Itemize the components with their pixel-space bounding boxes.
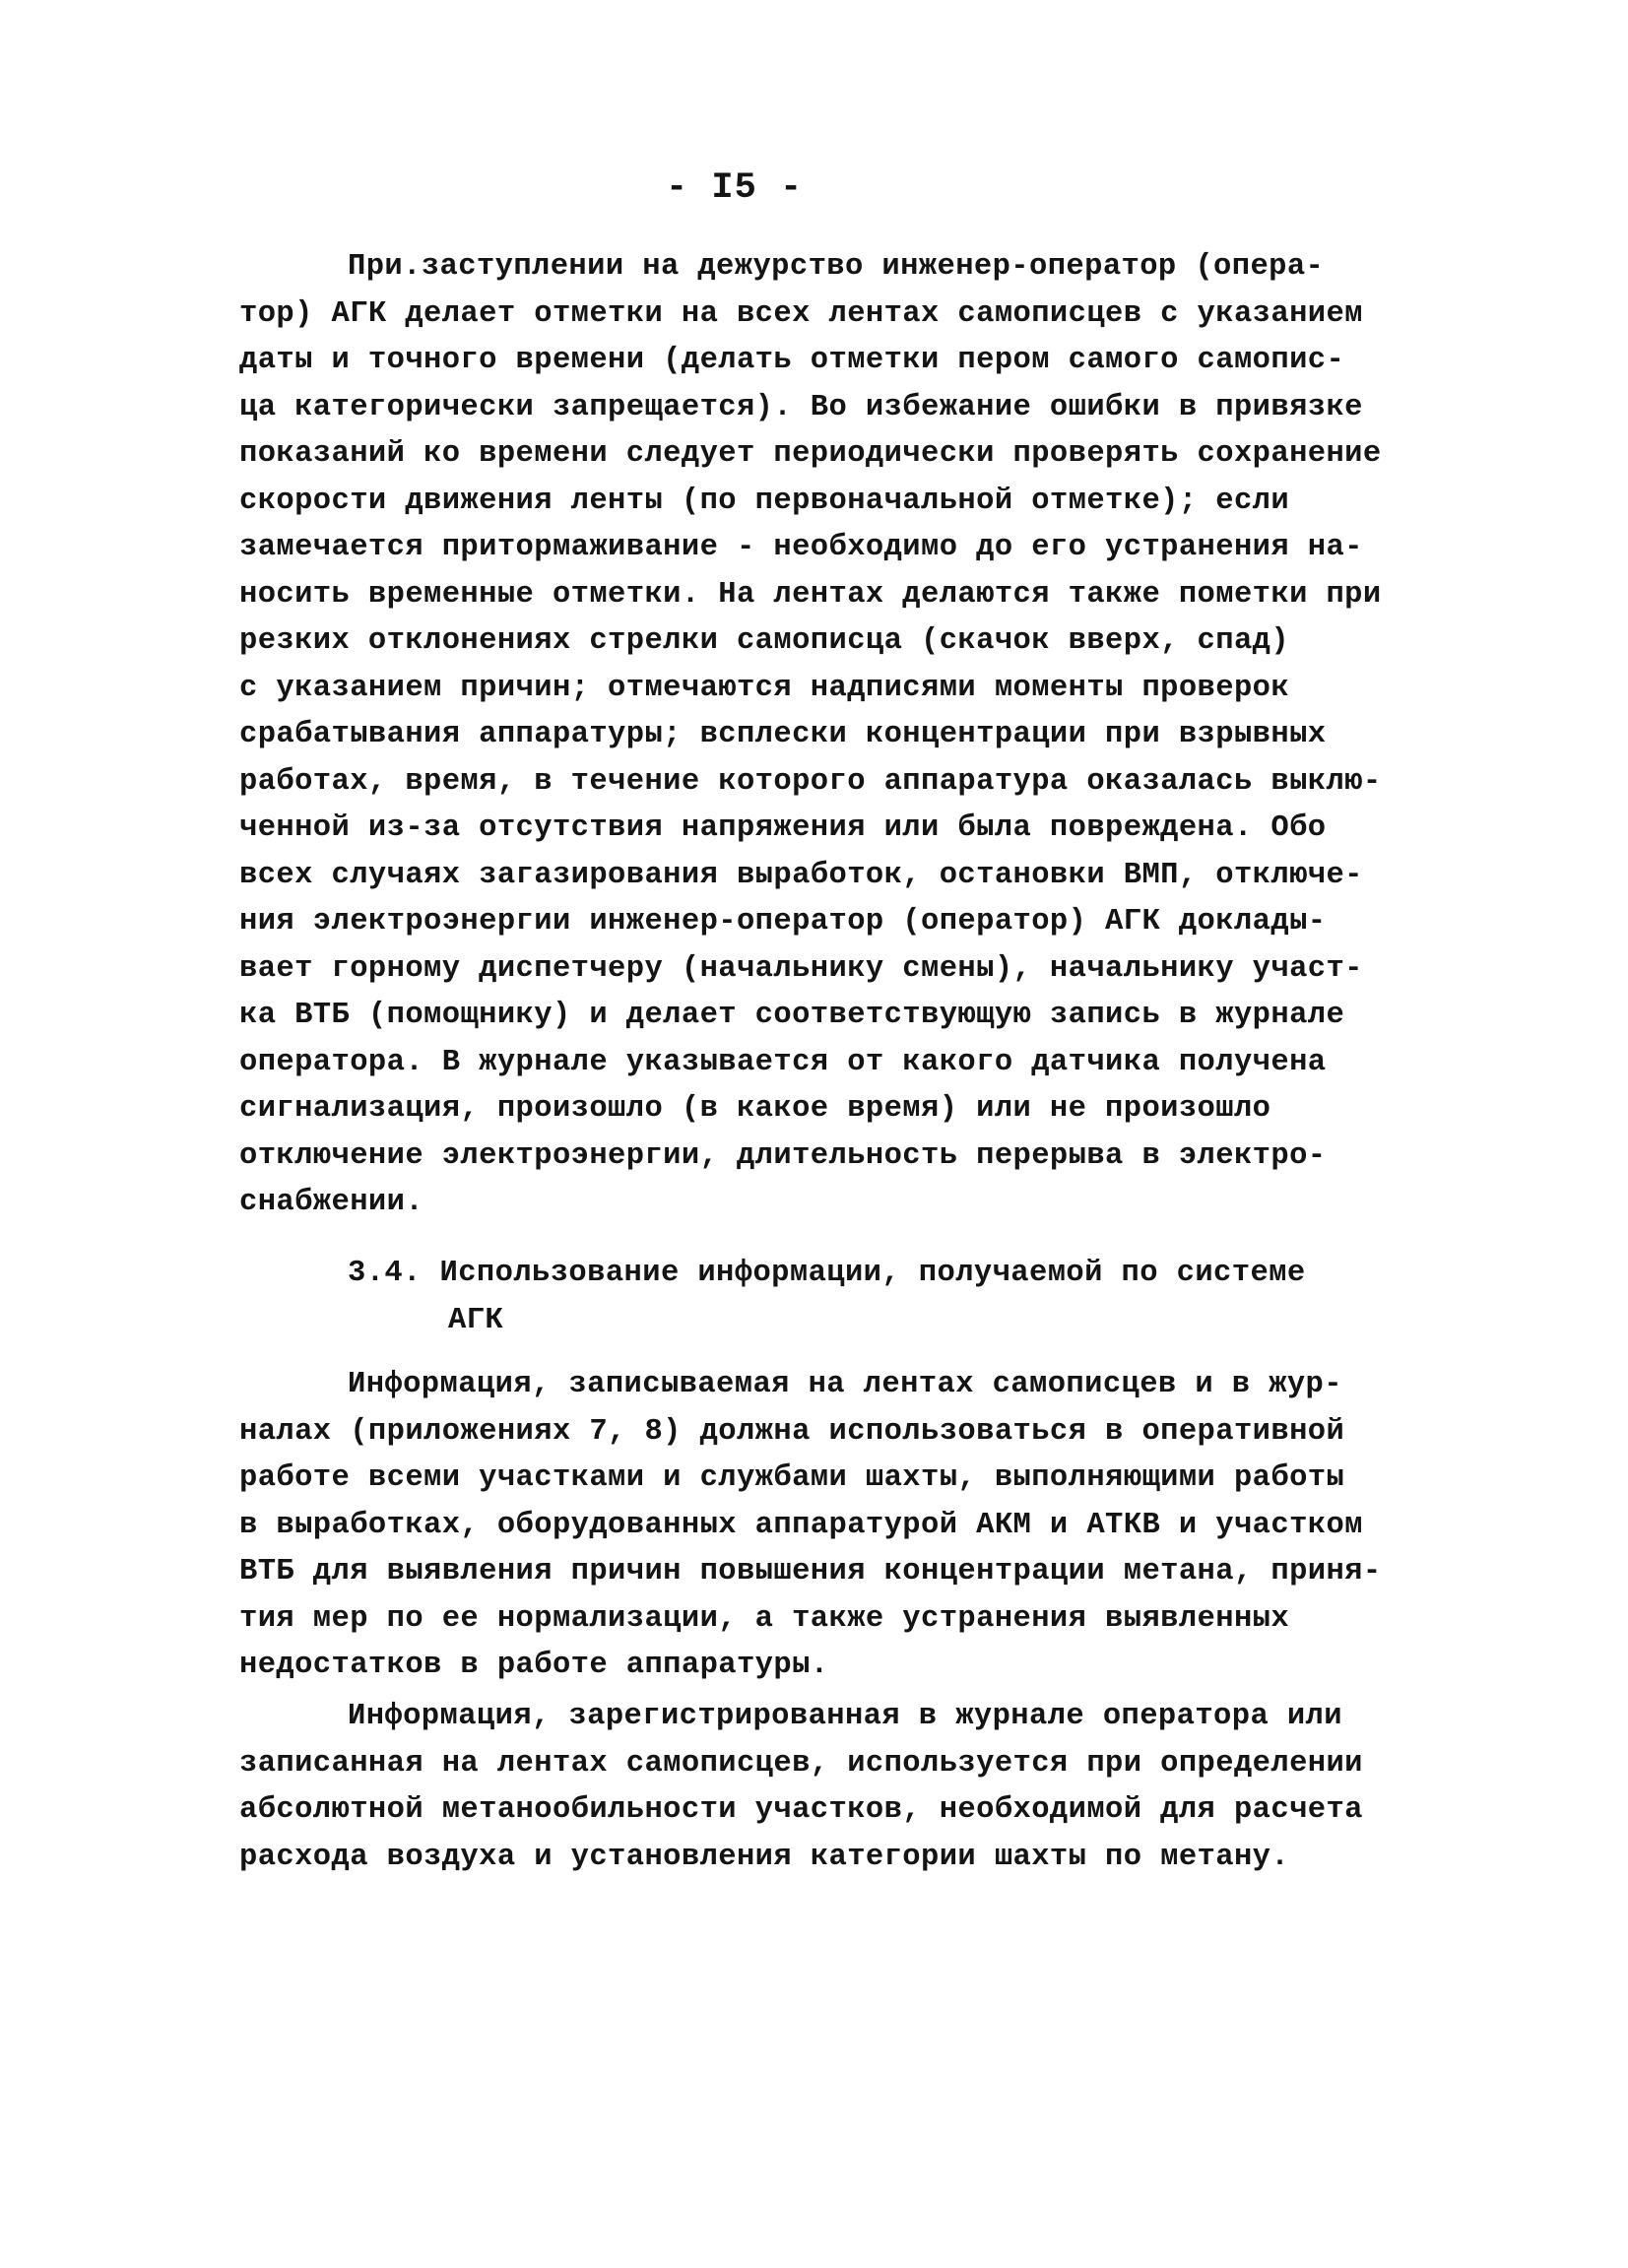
text-line: Информация, зарегистрированная в журнале оператора или (348, 1700, 1342, 1733)
text-line: ца категорически запрещается). Во избежание ошибки в привязке (239, 390, 1363, 424)
text-line: ка ВТБ (помощнику) и делает соответствующую запись в журнале (239, 999, 1345, 1032)
paragraph-2 (239, 1362, 1401, 1690)
text-line: показаний ко времени следует периодически проверять сохранение (239, 437, 1382, 471)
text-line: работах, время, в течение которого аппаратура оказалась выклю- (239, 764, 1382, 799)
text-line: ВТБ для выявления причин повышения концентрации метана, приня- (239, 1555, 1382, 1588)
text-line: в выработках, оборудованных аппаратурой АКМ и АТКВ и участком (239, 1508, 1363, 1542)
page-number: - I5 - (666, 167, 804, 209)
text-line: работе всеми участками и службами шахты, выполняющими работы (239, 1461, 1345, 1495)
text-line: сигнализация, произошло (в какое время) или не произошло (239, 1092, 1271, 1126)
text-line: даты и точного времени (делать отметки пером самого самопис- (239, 344, 1345, 377)
text-line: срабатывания аппаратуры; всплески концентрации при взрывных (239, 718, 1327, 751)
text-line: налах (приложениях 7, 8) должна использоваться в оперативной (239, 1414, 1345, 1449)
text-line: Информация, записываемая на лентах самописцев и в жур- (348, 1368, 1342, 1401)
text-line: недостатков в работе аппаратуры. (239, 1649, 829, 1682)
text-line: записанная на лентах самописцев, используется при определении (239, 1746, 1363, 1781)
text-line: вает горному диспетчеру (начальнику смены), начальнику участ- (239, 951, 1363, 986)
text-line: ченной из-за отсутствия напряжения или была повреждена. Обо (239, 811, 1327, 845)
text-line: тия мер по ее нормализации, а также устранения выявленных (239, 1601, 1290, 1636)
text-line: абсолютной метанообильности участков, необходимой для расчета (239, 1793, 1363, 1827)
text-line: отключение электроэнергии, длительность перерыва в электро- (239, 1138, 1327, 1173)
paragraph-1 (239, 244, 1401, 1227)
text-line: резких отклонениях стрелки самописца (скачок вверх, спад) (239, 624, 1290, 658)
text-line: При.заступлении на дежурство инженер-оператор (опера- (348, 250, 1325, 284)
text-line: тор) АГК делает отметки на всех лентах самописцев с указанием (239, 296, 1363, 331)
text-line: носить временные отметки. На лентах делаются также пометки при (239, 577, 1382, 612)
text-line: оператора. В журнале указывается от какого датчика получена (239, 1045, 1327, 1079)
text-line: снабжении. (239, 1186, 424, 1219)
section-title-line: 3.4. Использование информации, получаемой по системе (348, 1257, 1306, 1290)
section-title-line: АГК (448, 1303, 504, 1337)
text-line: всех случаях загазирования выработок, остановки ВМП, отключе- (239, 858, 1363, 892)
paragraph-3 (239, 1694, 1401, 1881)
text-line: с указанием причин; отмечаются надписями моменты проверок (239, 671, 1290, 705)
text-line: скорости движения ленты (по первоначальной отметке); если (239, 484, 1290, 518)
text-line: расхода воздуха и установления категории шахты по метану. (239, 1840, 1290, 1874)
text-line: ния электроэнергии инженер-оператор (оператор) АГК доклады- (239, 905, 1327, 939)
text-line: замечается притормаживание - необходимо до его устранения на- (239, 531, 1363, 564)
section-heading (239, 1251, 1401, 1344)
